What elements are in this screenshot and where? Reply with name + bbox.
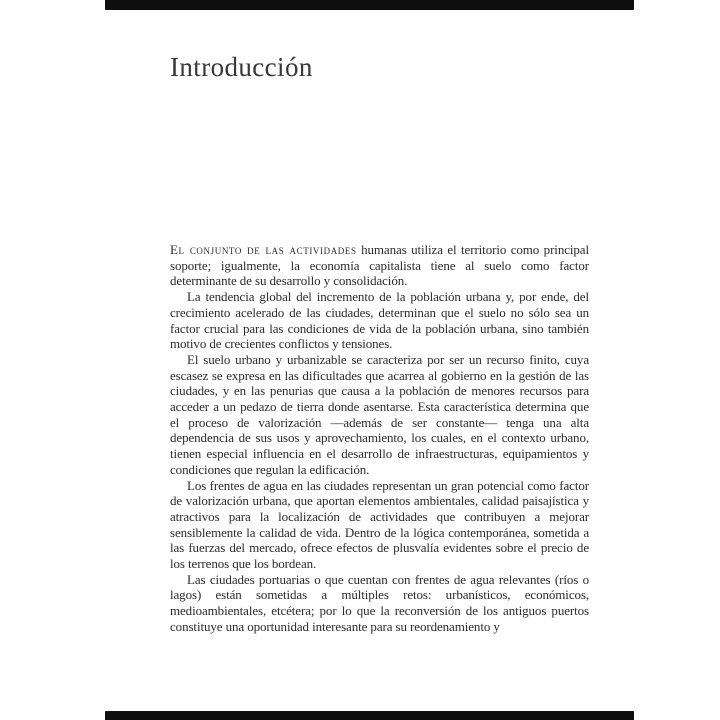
- paragraph: La tendencia global del incremento de la población urbana y, por ende, del crecimiento acelerado de las ciudades, determinan que el suelo no sólo sea un factor crucial para las condiciones de vida de la población urbana, sino también motivo de crecientes conflictos y tensiones.: [170, 289, 589, 352]
- scan-edge-bottom: [105, 711, 634, 720]
- paragraph: El conjunto de las actividades humanas utiliza el territorio como principal soporte; igualmente, la economía capitalista tiene al suelo como factor determinante de su desarrollo y consolidación.: [170, 242, 589, 289]
- paragraph: Las ciudades portuarias o que cuentan con frentes de agua relevantes (ríos o lagos) están sometidas a múltiples retos: urbanísticos, económicos, medioambientales, etcétera; por lo que la reconversión de los antiguos puertos constituye una oportunidad interesante para su reordenamiento y: [170, 571, 589, 634]
- paragraph: El suelo urbano y urbanizable se caracteriza por ser un recurso finito, cuya escasez se expresa en las dificultades que acarrea al gobierno en la gestión de las ciudades, y en las penurias que causa a la población de menores recursos para acceder a un pedazo de tierra donde asentarse. Esta característica determina que el proceso de valorización —además de ser constante— tenga una alta dependencia de sus usos y aprovechamiento, los cuales, en el contexto urbano, tienen especial influencia en el desarrollo de infraestructuras, equipamientos y condiciones que regulan la edificación.: [170, 351, 589, 477]
- scan-edge-top: [105, 0, 634, 10]
- chapter-title: Introducción: [170, 52, 313, 82]
- lead-in-smallcaps: El conjunto de las actividades: [170, 242, 357, 257]
- body-text: [170, 242, 589, 635]
- paragraph: Los frentes de agua en las ciudades representan un gran potencial como factor de valorización urbana, que aportan elementos ambientales, calidad paisajística y atractivos para la localización de actividades que contribuyen a mejorar sensiblemente la calidad de vida. Dentro de la lógica contemporánea, sometida a las fuerzas del mercado, ofrece efectos de plusvalía evidentes sobre el precio de los terrenos que los bordean.: [170, 477, 589, 572]
